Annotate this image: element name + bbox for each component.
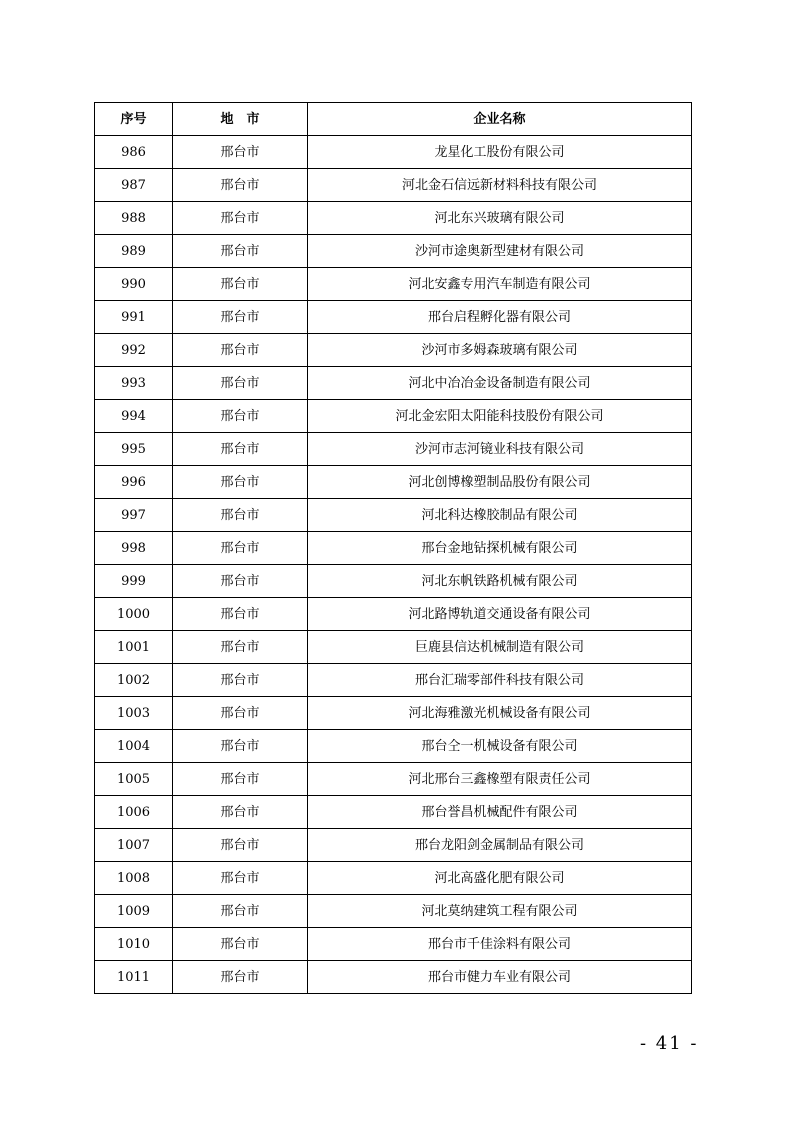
cell-serial: 988 <box>95 202 173 235</box>
cell-company: 河北东帆铁路机械有限公司 <box>308 565 692 598</box>
cell-city: 邢台市 <box>173 334 308 367</box>
cell-city: 邢台市 <box>173 730 308 763</box>
table-row <box>95 796 692 829</box>
cell-city: 邢台市 <box>173 235 308 268</box>
enterprise-table <box>94 102 692 994</box>
table-row <box>95 961 692 994</box>
table-row <box>95 466 692 499</box>
cell-serial: 993 <box>95 367 173 400</box>
cell-serial: 1008 <box>95 862 173 895</box>
cell-company: 河北高盛化肥有限公司 <box>308 862 692 895</box>
cell-company: 河北海雅激光机械设备有限公司 <box>308 697 692 730</box>
cell-company: 巨鹿县信达机械制造有限公司 <box>308 631 692 664</box>
table-row <box>95 235 692 268</box>
cell-company: 沙河市多姆森玻璃有限公司 <box>308 334 692 367</box>
table-row <box>95 169 692 202</box>
cell-serial: 1002 <box>95 664 173 697</box>
table-row <box>95 631 692 664</box>
table-row <box>95 334 692 367</box>
cell-company: 邢台市健力车业有限公司 <box>308 961 692 994</box>
cell-serial: 1010 <box>95 928 173 961</box>
header-row <box>95 103 692 136</box>
header-serial: 序号 <box>95 103 173 136</box>
cell-serial: 1000 <box>95 598 173 631</box>
table-row <box>95 730 692 763</box>
cell-city: 邢台市 <box>173 829 308 862</box>
cell-company: 河北邢台三鑫橡塑有限责任公司 <box>308 763 692 796</box>
cell-company: 邢台龙阳剑金属制品有限公司 <box>308 829 692 862</box>
cell-city: 邢台市 <box>173 664 308 697</box>
table-row <box>95 136 692 169</box>
cell-city: 邢台市 <box>173 301 308 334</box>
cell-city: 邢台市 <box>173 763 308 796</box>
cell-company: 邢台誉昌机械配件有限公司 <box>308 796 692 829</box>
cell-company: 河北金宏阳太阳能科技股份有限公司 <box>308 400 692 433</box>
cell-company: 河北创博橡塑制品股份有限公司 <box>308 466 692 499</box>
cell-company: 邢台金地钻探机械有限公司 <box>308 532 692 565</box>
cell-serial: 995 <box>95 433 173 466</box>
table-row <box>95 400 692 433</box>
cell-city: 邢台市 <box>173 928 308 961</box>
cell-serial: 998 <box>95 532 173 565</box>
cell-serial: 986 <box>95 136 173 169</box>
cell-serial: 1001 <box>95 631 173 664</box>
cell-serial: 992 <box>95 334 173 367</box>
cell-serial: 997 <box>95 499 173 532</box>
cell-city: 邢台市 <box>173 169 308 202</box>
cell-city: 邢台市 <box>173 268 308 301</box>
cell-company: 沙河市志河镜业科技有限公司 <box>308 433 692 466</box>
cell-company: 龙星化工股份有限公司 <box>308 136 692 169</box>
table-row <box>95 367 692 400</box>
cell-company: 河北科达橡胶制品有限公司 <box>308 499 692 532</box>
table-row <box>95 268 692 301</box>
cell-company: 河北东兴玻璃有限公司 <box>308 202 692 235</box>
page-number: - 41 - <box>640 1033 699 1054</box>
table-row <box>95 202 692 235</box>
cell-city: 邢台市 <box>173 697 308 730</box>
table-row <box>95 862 692 895</box>
cell-serial: 999 <box>95 565 173 598</box>
cell-city: 邢台市 <box>173 202 308 235</box>
cell-serial: 987 <box>95 169 173 202</box>
cell-company: 河北莫纳建筑工程有限公司 <box>308 895 692 928</box>
cell-serial: 1007 <box>95 829 173 862</box>
cell-city: 邢台市 <box>173 796 308 829</box>
cell-serial: 989 <box>95 235 173 268</box>
table-body <box>95 136 692 994</box>
header-company: 企业名称 <box>308 103 692 136</box>
cell-serial: 1006 <box>95 796 173 829</box>
cell-company: 邢台市千佳涂料有限公司 <box>308 928 692 961</box>
cell-company: 河北金石信远新材料科技有限公司 <box>308 169 692 202</box>
table-row <box>95 664 692 697</box>
cell-company: 沙河市途奥新型建材有限公司 <box>308 235 692 268</box>
cell-city: 邢台市 <box>173 532 308 565</box>
cell-serial: 1004 <box>95 730 173 763</box>
table-row <box>95 565 692 598</box>
cell-serial: 1003 <box>95 697 173 730</box>
cell-serial: 1011 <box>95 961 173 994</box>
cell-serial: 991 <box>95 301 173 334</box>
cell-company: 河北中冶冶金设备制造有限公司 <box>308 367 692 400</box>
cell-city: 邢台市 <box>173 598 308 631</box>
cell-serial: 994 <box>95 400 173 433</box>
table-header <box>95 103 692 136</box>
cell-company: 河北路博轨道交通设备有限公司 <box>308 598 692 631</box>
table-row <box>95 895 692 928</box>
table-row <box>95 763 692 796</box>
cell-city: 邢台市 <box>173 433 308 466</box>
table-row <box>95 301 692 334</box>
cell-city: 邢台市 <box>173 400 308 433</box>
cell-company: 邢台启程孵化器有限公司 <box>308 301 692 334</box>
cell-city: 邢台市 <box>173 466 308 499</box>
cell-city: 邢台市 <box>173 136 308 169</box>
cell-company: 河北安鑫专用汽车制造有限公司 <box>308 268 692 301</box>
cell-city: 邢台市 <box>173 367 308 400</box>
cell-company: 邢台汇瑞零部件科技有限公司 <box>308 664 692 697</box>
table-row <box>95 598 692 631</box>
cell-city: 邢台市 <box>173 961 308 994</box>
cell-serial: 1009 <box>95 895 173 928</box>
table-row <box>95 532 692 565</box>
cell-city: 邢台市 <box>173 565 308 598</box>
table-row <box>95 829 692 862</box>
cell-company: 邢台仝一机械设备有限公司 <box>308 730 692 763</box>
cell-city: 邢台市 <box>173 499 308 532</box>
header-city: 地 市 <box>173 103 308 136</box>
table-row <box>95 499 692 532</box>
cell-city: 邢台市 <box>173 895 308 928</box>
table-row <box>95 433 692 466</box>
cell-serial: 996 <box>95 466 173 499</box>
table-row <box>95 697 692 730</box>
cell-city: 邢台市 <box>173 631 308 664</box>
cell-serial: 1005 <box>95 763 173 796</box>
table-row <box>95 928 692 961</box>
cell-serial: 990 <box>95 268 173 301</box>
cell-city: 邢台市 <box>173 862 308 895</box>
